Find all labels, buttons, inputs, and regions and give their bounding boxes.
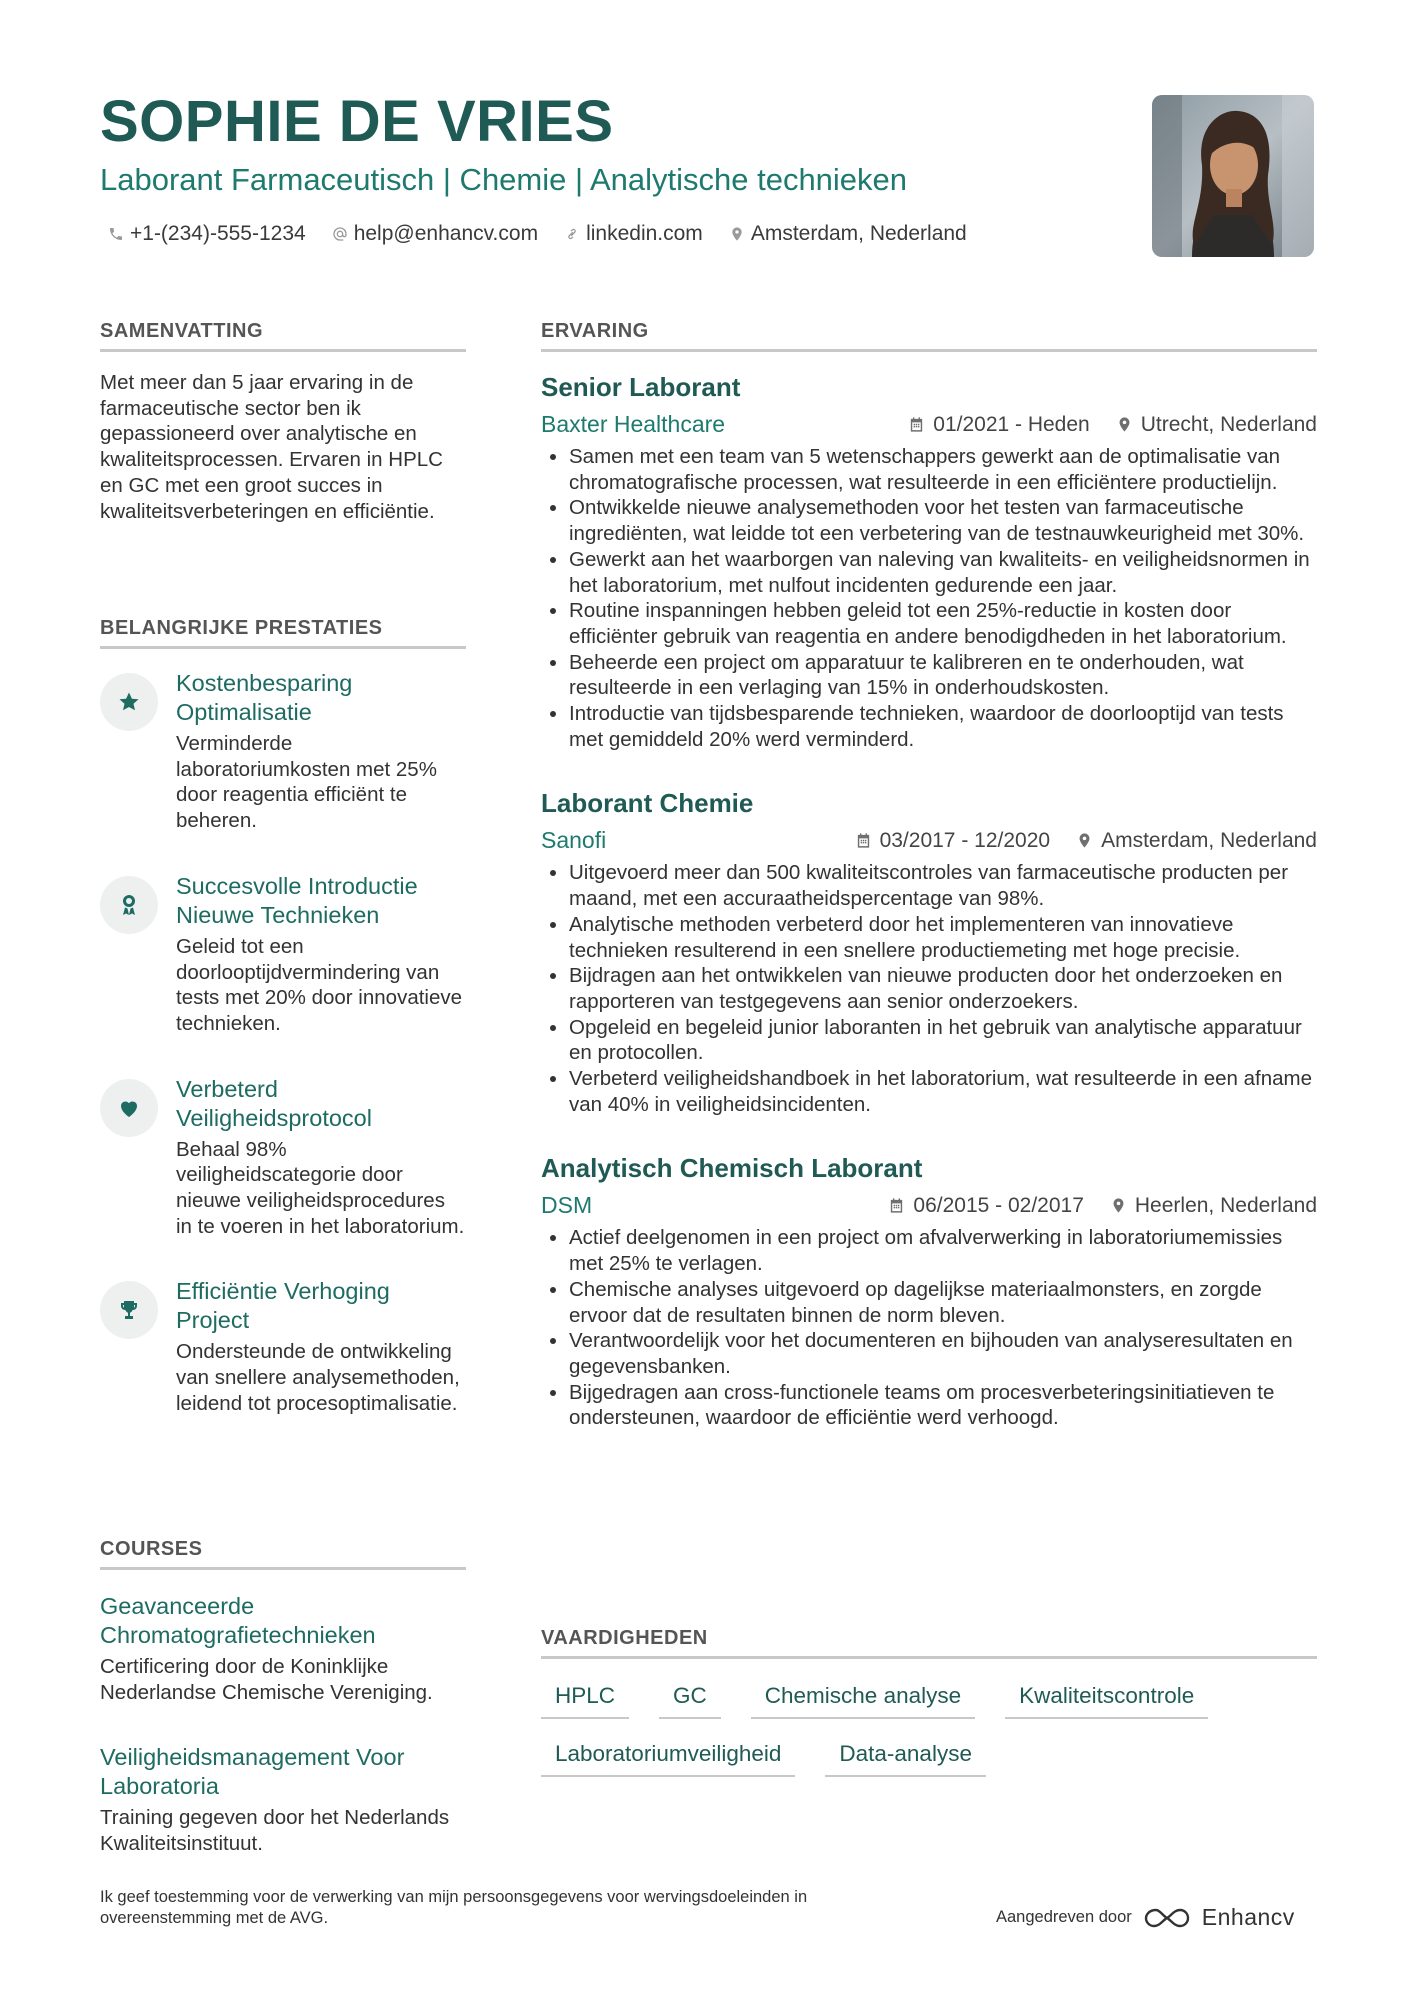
job-location (1116, 413, 1317, 437)
company-name: DSM (541, 1192, 593, 1219)
calendar-icon (888, 1197, 905, 1214)
candidate-name: SOPHIE DE VRIES (100, 89, 614, 154)
linkedin-text: linkedin.com (586, 222, 703, 245)
job-title: Laborant Chemie (541, 788, 754, 819)
job-location-text: Amsterdam, Nederland (1101, 828, 1317, 852)
achievement-title: Verbeterd Veiligheidsprotocol (176, 1075, 372, 1131)
achievement-desc: Ondersteunde de ontwikkeling van snellere analysemethoden, leidend tot procesoptimalisatie. (176, 1340, 460, 1415)
contact-phone (108, 222, 306, 246)
job-dates-text: 06/2015 - 02/2017 (913, 1193, 1084, 1217)
job-dates (908, 413, 1089, 437)
summary-text: Met meer dan 5 jaar ervaring in de farmaceutische sector ben ik gepassioneerd over analytische en kwaliteitsprocessen. Ervaren in HPLC en GC met een groot succes in kwaliteitsverbeteringen en efficiëntie. (100, 371, 443, 523)
job-entry (541, 788, 1317, 1117)
skill-tag: HPLC (541, 1683, 629, 1719)
company-name: Sanofi (541, 827, 607, 854)
job-bullet: • Introductie van tijdsbesparende technieken, waardoor de doorlooptijd van tests met gemiddeld 20% werd verminderd. (569, 701, 1317, 752)
brand-name: Enhancv (1201, 1904, 1295, 1930)
achievement-icon-wrap (100, 876, 158, 934)
achievement-item (100, 1277, 466, 1416)
skill-tag: GC (659, 1683, 721, 1719)
calendar-icon (908, 416, 925, 433)
course-item (100, 1743, 466, 1856)
section-title-achievements: BELANGRIJKE PRESTATIES (100, 617, 466, 649)
job-bullet: • Verantwoordelijk voor het documenteren en bijhouden van analyseresultaten en gegevensbanken. (569, 1328, 1317, 1379)
course-desc: Certificering door de Koninklijke Nederlandse Chemische Vereniging. (100, 1655, 433, 1704)
job-entry (541, 1153, 1317, 1431)
job-dates (855, 829, 1050, 853)
job-meta (541, 1192, 1317, 1219)
achievement-icon-wrap (100, 673, 158, 731)
phone-text: +1-(234)-555-1234 (130, 222, 306, 245)
job-location-text: Heerlen, Nederland (1134, 1193, 1317, 1217)
achievement-desc: Geleid tot een doorlooptijdvermindering van tests met 20% door innovatieve technieken. (176, 934, 463, 1035)
award-ribbon-icon (117, 893, 141, 917)
enhancv-logo-icon (1144, 1906, 1190, 1930)
profile-photo (1152, 95, 1314, 257)
heart-icon (117, 1096, 141, 1120)
skill-tag: Data-analyse (825, 1741, 986, 1777)
job-bullet: • Chemische analyses uitgevoerd op dagelijkse materiaalmonsters, en zorgde ervoor dat de resultaten binnen de norm bleven. (569, 1277, 1317, 1328)
phone-icon (108, 226, 124, 242)
achievements-section (100, 617, 466, 1417)
summary-section (100, 320, 466, 524)
achievement-item (100, 669, 466, 834)
powered-by-label: Aangedreven door (996, 1908, 1132, 1926)
course-title: Veiligheidsmanagement Voor Laboratoria (100, 1744, 405, 1800)
job-bullet: • Verbeterd veiligheidshandboek in het laboratorium, wat resulteerde in een afname van 40% in veiligheidsincidenten. (569, 1066, 1317, 1117)
job-title: Analytisch Chemisch Laborant (541, 1153, 923, 1184)
achievement-icon-wrap (100, 1079, 158, 1137)
job-meta (541, 411, 1317, 438)
job-bullet: • Analytische methoden verbeterd door het implementeren van innovatieve technieken resulterend in een snellere productiemeting met hoge precisie. (569, 912, 1317, 963)
achievement-title: Efficiëntie Verhoging Project (176, 1278, 390, 1334)
job-meta-right (855, 829, 1317, 853)
courses-section (100, 1538, 466, 1857)
skill-tag: Kwaliteitscontrole (1005, 1683, 1208, 1719)
job-bullet: • Samen met een team van 5 wetenschappers gewerkt aan de optimalisatie van chromatografische processen, wat resulteerde in een efficiëntere productielijn. (569, 444, 1317, 495)
skill-tag: Chemische analyse (751, 1683, 975, 1719)
job-entry (541, 372, 1317, 752)
job-bullet: • Bijgedragen aan cross-functionele teams om procesverbeteringsinitiatieven te ondersteunen, waardoor de efficiëntie werd verhoogd. (569, 1380, 1317, 1431)
job-dates-text: 01/2021 - Heden (933, 412, 1090, 436)
section-title-experience: ERVARING (541, 320, 1317, 352)
link-icon (564, 226, 580, 242)
job-bullets (541, 1225, 1317, 1431)
star-icon (117, 690, 141, 714)
contact-list (108, 222, 967, 246)
achievement-title: Succesvolle Introductie Nieuwe Technieken (176, 872, 418, 928)
achievement-title: Kostenbesparing Optimalisatie (176, 670, 353, 725)
contact-email[interactable] (332, 222, 538, 246)
course-desc: Training gegeven door het Nederlands Kwaliteitsinstituut. (100, 1806, 450, 1856)
course-title: Geavanceerde Chromatografietechnieken (100, 1593, 376, 1648)
job-title: Senior Laborant (541, 372, 741, 402)
section-title-skills: VAARDIGHEDEN (541, 1627, 1317, 1659)
job-bullet: • Beheerde een project om apparatuur te kalibreren en te onderhouden, wat resulteerde in een verlaging van 15% in onderhoudskosten. (569, 650, 1317, 701)
achievement-desc: Verminderde laboratoriumkosten met 25% door reagentia efficiënt te beheren. (176, 732, 437, 833)
powered-by[interactable] (996, 1904, 1295, 1931)
skill-tag: Laboratoriumveiligheid (541, 1741, 795, 1777)
location-pin-icon (1116, 416, 1133, 433)
location-pin-icon (1076, 832, 1093, 849)
location-pin-icon (1110, 1197, 1127, 1214)
headline: Laborant Farmaceutisch | Chemie | Analytische technieken (100, 162, 908, 197)
achievement-icon-wrap (100, 1281, 158, 1339)
experience-section (541, 320, 1317, 1431)
calendar-icon (855, 832, 872, 849)
job-bullet: • Actief deelgenomen in een project om afvalverwerking in laboratoriumemissies met 25% te verlagen. (569, 1225, 1317, 1276)
job-bullet: • Uitgevoerd meer dan 500 kwaliteitscontroles van farmaceutische producten per maand, met een accuraatheidspercentage van 98%. (569, 860, 1317, 911)
job-dates (888, 1194, 1083, 1218)
section-title-courses: COURSES (100, 1538, 466, 1570)
achievement-desc: Behaal 98% veiligheidscategorie door nieuwe veiligheidsprocedures in te voeren in het laboratorium. (176, 1137, 465, 1238)
job-bullet: • Ontwikkelde nieuwe analysemethoden voor het testen van farmaceutische ingrediënten, wat leidde tot een verbetering van de testnauwkeurigheid met 30%. (569, 495, 1317, 546)
consent-text: Ik geef toestemming voor de verwerking van mijn persoonsgegevens voor wervingsdoeleinden in overeenstemming met de AVG. (100, 1888, 808, 1927)
job-bullet: • Routine inspanningen hebben geleid tot een 25%-reductie in kosten door efficiënter gebruik van reagentia en andere benodigdheden in het laboratorium. (569, 598, 1317, 649)
job-location (1110, 1194, 1317, 1218)
skills-section (541, 1627, 1317, 1777)
course-item (100, 1592, 466, 1705)
job-meta-right (888, 1194, 1317, 1218)
job-location-text: Utrecht, Nederland (1140, 412, 1317, 436)
achievement-item (100, 1075, 466, 1240)
job-dates-text: 03/2017 - 12/2020 (879, 828, 1051, 852)
skills-list (541, 1683, 1317, 1777)
contact-linkedin[interactable] (564, 222, 703, 246)
at-icon (332, 226, 348, 242)
contact-location (729, 222, 967, 246)
job-bullet: • Gewerkt aan het waarborgen van naleving van kwaliteits- en veiligheidsnormen in het laboratorium, met nulfout incidenten gedurende een jaar. (569, 547, 1317, 598)
trophy-icon (117, 1298, 141, 1322)
location-pin-icon (729, 226, 745, 242)
job-bullet: • Bijdragen aan het ontwikkelen van nieuwe producten door het onderzoeken en rapporteren van testgegevens aan senior onderzoekers. (569, 963, 1317, 1014)
job-meta-right (908, 413, 1317, 437)
email-text: help@enhancv.com (353, 222, 539, 245)
section-title-summary: SAMENVATTING (100, 320, 466, 352)
achievement-item (100, 872, 466, 1037)
location-text: Amsterdam, Nederland (750, 222, 967, 245)
job-bullet: • Opgeleid en begeleid junior laboranten in het gebruik van analytische apparatuur en protocollen. (569, 1015, 1317, 1066)
job-bullets (541, 860, 1317, 1117)
job-bullets (541, 444, 1317, 752)
job-location (1076, 829, 1317, 853)
job-meta (541, 827, 1317, 854)
company-name: Baxter Healthcare (541, 411, 726, 437)
